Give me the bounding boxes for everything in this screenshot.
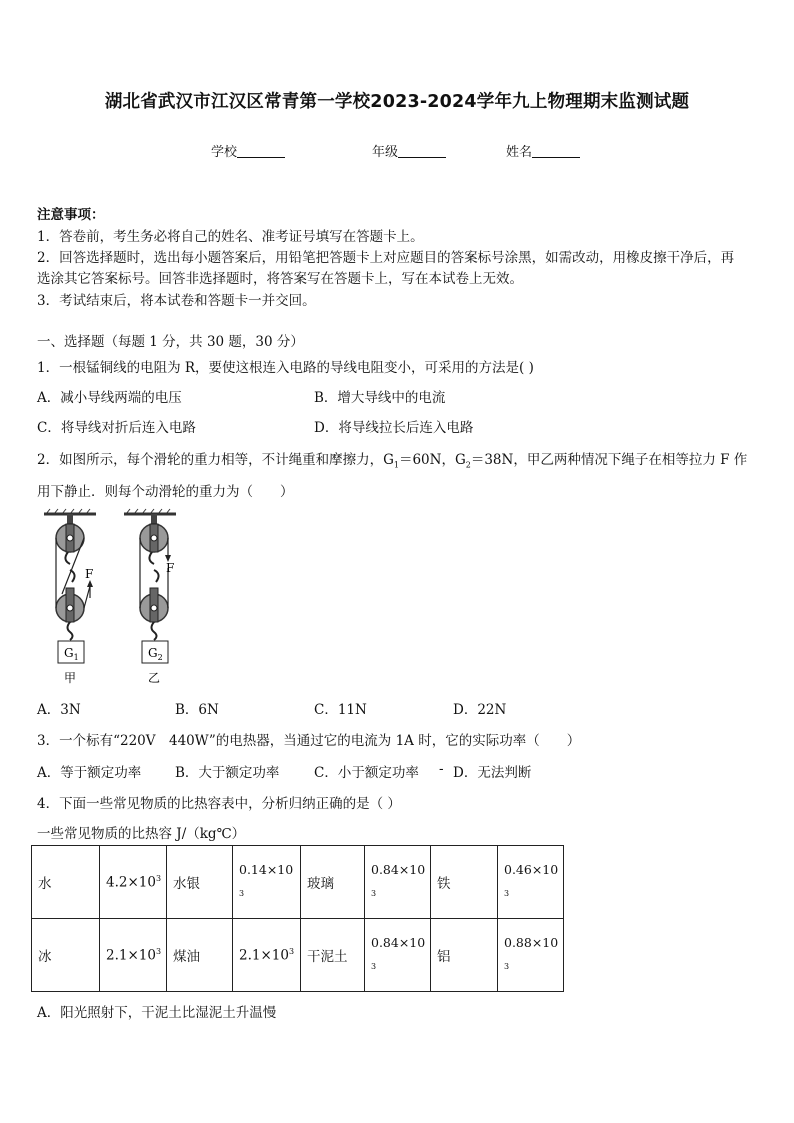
name-field[interactable] — [506, 141, 580, 160]
cell-name: 水 — [32, 846, 100, 919]
cell-name: 铁 — [431, 846, 498, 919]
page-title: 湖北省武汉市江汉区常青第一学校2023-2024学年九上物理期末监测试题 — [104, 92, 690, 112]
q2-option-a[interactable]: A．3N — [37, 702, 81, 718]
school-label: 学校 — [211, 145, 238, 160]
q3-option-c[interactable]: C．小于额定功率 — [314, 765, 419, 781]
notice-heading: 注意事项： — [37, 207, 105, 223]
grade-label: 年级 — [372, 145, 399, 160]
cell-value: 0.84×10 3 — [365, 846, 431, 919]
q2-option-d[interactable]: D．22N — [453, 702, 507, 718]
cell-name: 冰 — [32, 919, 100, 992]
q2-stem-line1: 2．如图所示，每个滑轮的重力相等，不计绳重和摩擦力，$G_1=60N$，$G_2=38N$，甲乙两种情况下绳子在相等拉力 F 作 — [37, 452, 748, 470]
name-blank[interactable] — [532, 145, 580, 158]
table-row — [32, 919, 564, 992]
cell-name: 玻璃 — [301, 846, 365, 919]
cell-name: 干泥土 — [301, 919, 365, 992]
pulley-left — [44, 509, 96, 685]
q3-option-a[interactable]: A．等于额定功率 — [37, 765, 142, 781]
caption-yi: 乙 — [148, 671, 161, 685]
cell-name: 水银 — [167, 846, 233, 919]
specific-heat-table — [31, 845, 564, 992]
school-blank[interactable] — [237, 145, 285, 158]
cell-name: 铝 — [431, 919, 498, 992]
q2-option-c[interactable]: C．11N — [314, 702, 367, 718]
grade-field[interactable] — [372, 141, 446, 160]
q3-option-b[interactable]: B．大于额定功率 — [175, 765, 280, 781]
cell-value: $2.1\times 10^3$ — [100, 919, 167, 992]
q3-dash: - — [439, 761, 444, 777]
pulley-right — [124, 509, 176, 685]
q1-option-c[interactable]: C．将导线对折后连入电路 — [37, 420, 196, 436]
cell-value: 0.46×10 3 — [498, 846, 564, 919]
pulley-figure — [38, 508, 188, 688]
q2-stem-line2: 用下静止．则每个动滑轮的重力为（ ） — [37, 484, 294, 500]
cell-value: 0.84×10 3 — [365, 919, 431, 992]
q1-option-d[interactable]: D．将导线拉长后连入电路 — [314, 420, 474, 436]
table-caption: 一些常见物质的比热容 J/（kg℃） — [37, 826, 246, 842]
q4-stem: 4．下面一些常见物质的比热容表中，分析归纳正确的是（ ） — [37, 796, 401, 812]
q1-stem: 1．一根锰铜线的电阻为 R，要使这根连入电路的导线电阻变小，可采用的方法是( ) — [37, 360, 534, 376]
caption-jia: 甲 — [64, 671, 77, 685]
weight-label-g1: $G_1$ — [64, 646, 79, 662]
cell-name: 煤油 — [167, 919, 233, 992]
q1-option-b[interactable]: B．增大导线中的电流 — [314, 390, 446, 406]
cell-value: $2.1\times 10^3$ — [233, 919, 301, 992]
q3-option-d[interactable]: D．无法判断 — [453, 765, 532, 781]
q4-option-a[interactable]: A．阳光照射下，干泥土比湿泥土升温慢 — [37, 1005, 277, 1021]
cell-value: 0.14×10 3 — [233, 846, 301, 919]
cell-value: 0.88×10 3 — [498, 919, 564, 992]
force-label-right: F — [166, 561, 175, 575]
section-heading: 一、选择题（每题 1 分，共 30 题，30 分） — [37, 334, 304, 350]
q1-option-a[interactable]: A．减小导线两端的电压 — [37, 390, 182, 406]
grade-blank[interactable] — [398, 145, 446, 158]
cell-value: $4.2\times 10^3$ — [100, 846, 167, 919]
notice-item-2: 2．回答选择题时，选出每小题答案后，用铅笔把答题卡上对应题目的答案标号涂黑，如需改动，用橡皮擦干净后，再 — [37, 250, 735, 266]
notice-item-1: 1．答卷前，考生务必将自己的姓名、准考证号填写在答题卡上。 — [37, 229, 424, 245]
name-label: 姓名 — [506, 145, 533, 160]
weight-label-g2: $G_2$ — [148, 646, 163, 662]
force-label-left: F — [85, 567, 94, 581]
school-field[interactable] — [211, 141, 285, 160]
q3-stem: 3．一个标有“220V 440W”的电热器，当通过它的电流为 1A 时，它的实际功率（ ） — [37, 733, 581, 749]
notice-item-2-cont: 选涂其它答案标号。回答非选择题时，将答案写在答题卡上，写在本试卷上无效。 — [37, 271, 523, 287]
table-row — [32, 846, 564, 919]
q2-option-b[interactable]: B．6N — [175, 702, 219, 718]
notice-item-3: 3．考试结束后，将本试卷和答题卡一并交回。 — [37, 293, 316, 309]
